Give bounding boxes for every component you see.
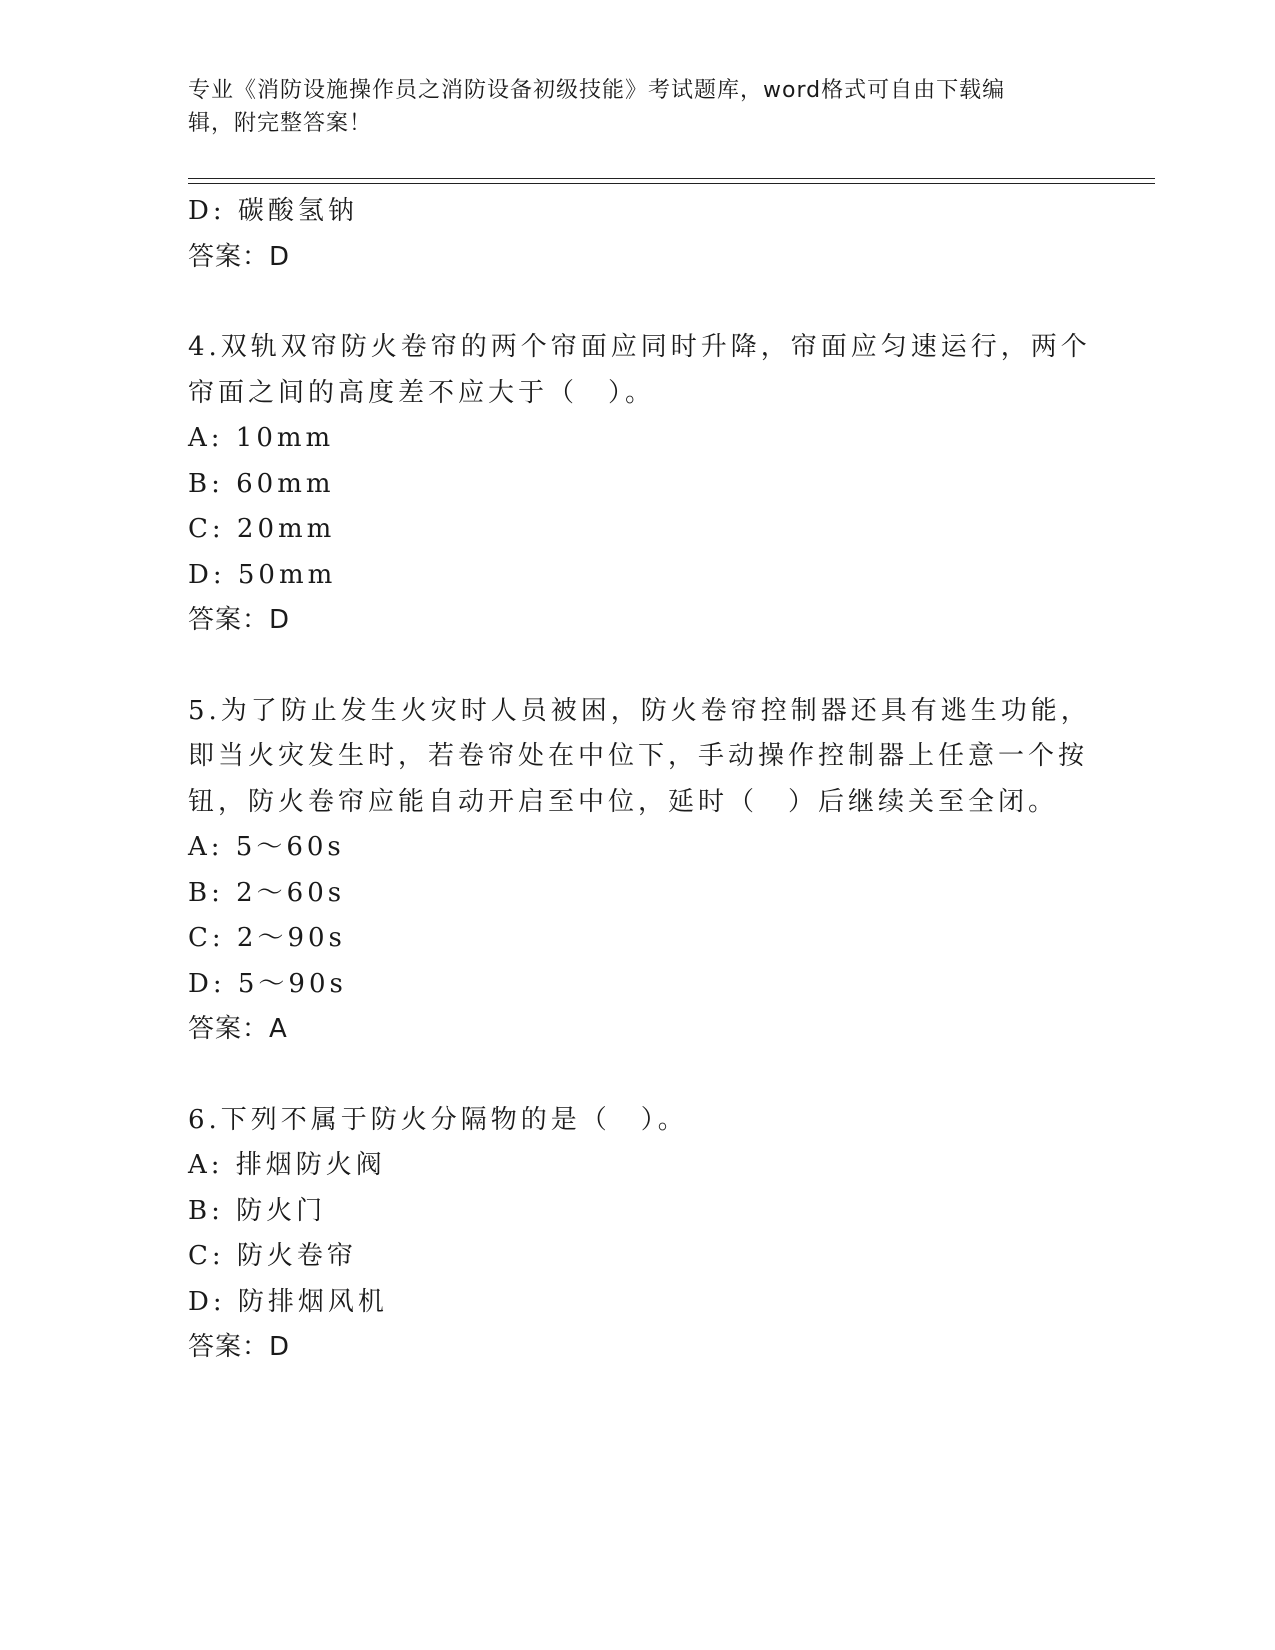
question-4-option-b: B: 60mm <box>188 468 335 499</box>
question-6-option-c: C: 防火卷帘 <box>188 1241 357 1271</box>
question-4-option-a: A: 10mm <box>188 423 335 453</box>
question-5-option-a: A: 5～60s <box>188 832 345 862</box>
question-5-option-c: C: 2～90s <box>188 923 346 953</box>
header-line-2: 辑，附完整答案！ <box>188 111 373 136</box>
question-6-answer: 答案：D <box>188 1332 291 1362</box>
question-5-stem-line-1: 5.为了防止发生火灾时人员被困，防火卷帘控制器还具有逃生功能， <box>188 695 1091 726</box>
question-4-option-c: C: 20mm <box>188 514 336 544</box>
header-line-1: 专业《消防设施操作员之消防设备初级技能》考试题库，word格式可自由下载编 <box>188 78 1006 103</box>
question-4-stem-line-2: 帘面之间的高度差不应大于（ ）。 <box>188 377 656 408</box>
question-content <box>188 189 1091 1371</box>
spacer <box>188 644 1088 689</box>
question-5-option-b: B: 2～60s <box>188 877 346 908</box>
header-rule-top <box>188 178 1155 179</box>
spacer <box>188 1053 1088 1098</box>
question-5-answer: 答案：A <box>188 1014 288 1044</box>
question-5-stem-line-2: 即当火灾发生时，若卷帘处在中位下，手动操作控制器上任意一个按 <box>188 741 1089 771</box>
spacer <box>188 280 1088 325</box>
question-6-stem-line-1: 6.下列不属于防火分隔物的是（ ）。 <box>188 1104 688 1135</box>
question-6-option-b: B: 防火门 <box>188 1195 327 1226</box>
page-header <box>188 74 1088 140</box>
answer-prev: 答案：D <box>188 241 291 272</box>
question-6-option-a: A: 排烟防火阀 <box>188 1150 386 1180</box>
question-4-option-d: D: 50mm <box>188 559 337 590</box>
option-d-prev: D: 碳酸氢钠 <box>188 196 358 226</box>
question-6-option-d: D: 防排烟风机 <box>188 1286 388 1317</box>
header-rule-bottom <box>188 183 1155 184</box>
question-5-option-d: D: 5～90s <box>188 968 347 999</box>
question-4-answer: 答案：D <box>188 605 291 635</box>
question-4-stem-line-1: 4.双轨双帘防火卷帘的两个帘面应同时升降，帘面应匀速运行，两个 <box>188 332 1091 362</box>
question-5-stem-line-3: 钮，防火卷帘应能自动开启至中位，延时（ ）后继续关至全闭。 <box>188 786 1059 817</box>
